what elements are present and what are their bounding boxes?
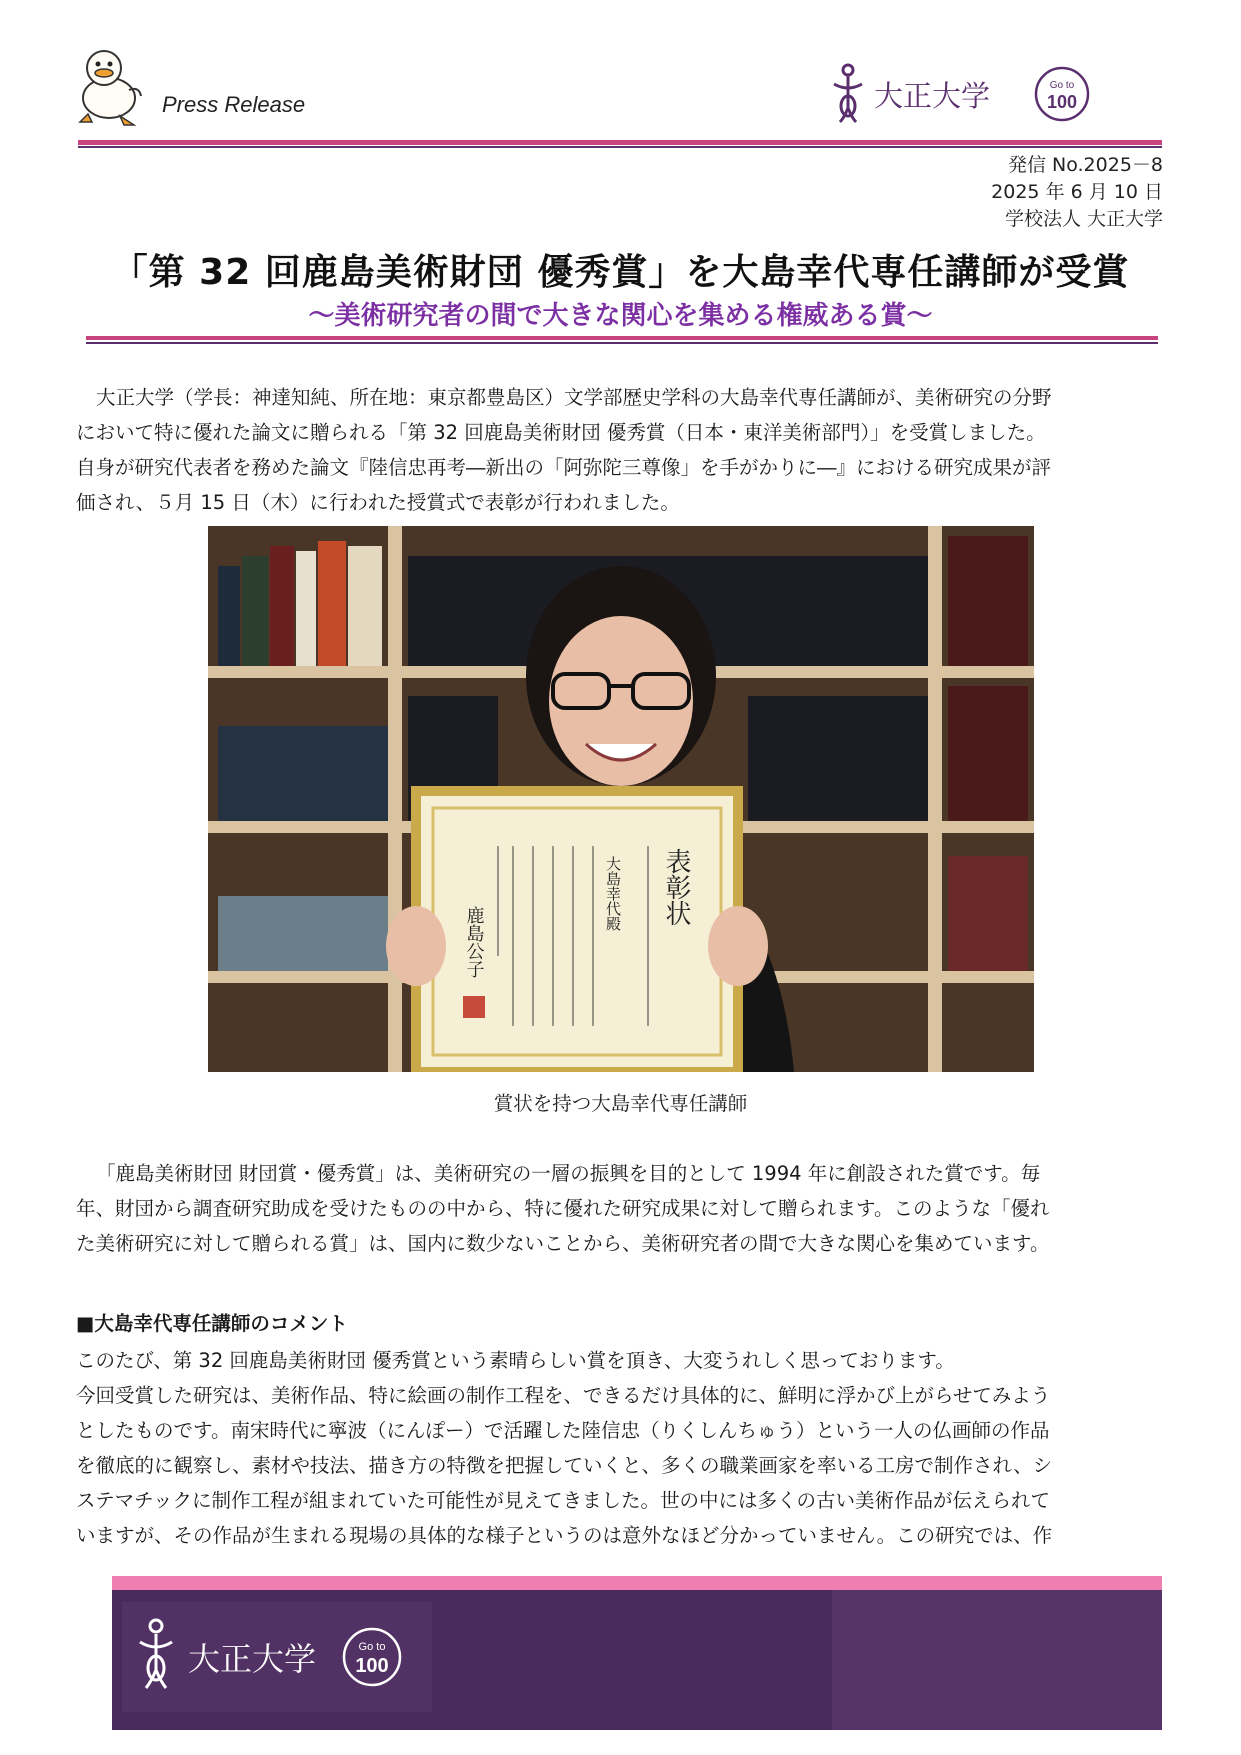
svg-text:100: 100 — [355, 1655, 389, 1677]
award-description-paragraph — [76, 1156, 1166, 1261]
comment-line: としたものです。南宋時代に寧波（にんぽー）で活躍した陸信忠（りくしんちゅう）という一人の仏画師の作品 — [76, 1419, 1050, 1442]
comment-line: 今回受賞した研究は、美術作品、特に絵画の制作工程を、できるだけ具体的に、鮮明に浮かび上がらせてみよう — [76, 1384, 1051, 1407]
comment-line: ステマチックに制作工程が組まれていた可能性が見えてきました。世の中には多くの古い美術作品が伝えられて — [76, 1489, 1051, 1512]
release-date: 2025 年 6 月 10 日 — [991, 181, 1163, 203]
goto100-badge-icon — [1036, 68, 1088, 120]
photo-caption: 賞状を持つ大島幸代専任講師 — [493, 1092, 748, 1115]
title-divider-thin — [86, 342, 1158, 344]
description-line: 「鹿島美術財団 財団賞・優秀賞」は、美術研究の一層の振興を目的として 1994 年に創設された賞です。毎 — [96, 1162, 1041, 1185]
title-divider — [86, 336, 1158, 340]
svg-text:大正大学: 大正大学 — [188, 1640, 317, 1678]
svg-text:表彰状: 表彰状 — [661, 848, 691, 926]
taisho-university-footer-logo — [132, 1612, 422, 1702]
svg-text:大正大学: 大正大学 — [874, 79, 991, 113]
intro-line: 価され、５月 15 日（木）に行われた授賞式で表彰が行われました。 — [76, 491, 680, 514]
footer-band — [112, 1590, 1162, 1730]
comment-line: を徹底的に観察し、素材や技法、描き方の特徴を把握していくと、多くの職業画家を率いる工房で制作され、シ — [76, 1454, 1053, 1477]
footer-stripe — [112, 1576, 1162, 1590]
header-divider-thin — [78, 146, 1162, 148]
comment-heading: ■大島幸代専任講師のコメント — [76, 1312, 348, 1335]
goto100-badge-icon — [344, 1629, 400, 1685]
comment-paragraph — [76, 1343, 1166, 1553]
description-line: 年、財団から調査研究助成を受けたものの中から、特に優れた研究成果に対して贈られます。このような「優れ — [76, 1197, 1050, 1220]
university-emblem-icon — [834, 65, 862, 122]
comment-line: このたび、第 32 回鹿島美術財団 優秀賞という素晴らしい賞を頂き、大変うれしく思っております。 — [76, 1349, 955, 1372]
duck-mascot-icon — [74, 44, 144, 126]
press-release-label: Press Release — [162, 92, 306, 117]
intro-paragraph — [76, 380, 1166, 520]
header-divider — [78, 140, 1162, 145]
svg-text:Go to: Go to — [358, 1641, 386, 1653]
issuer-organization: 学校法人 大正大学 — [1004, 208, 1163, 230]
svg-text:大島幸代殿: 大島幸代殿 — [604, 856, 622, 931]
svg-text:100: 100 — [1046, 92, 1078, 112]
svg-text:鹿島公子: 鹿島公子 — [463, 906, 485, 978]
page-title: 「第 32 回鹿島美術財団 優秀賞」を大島幸代専任講師が受賞 — [111, 252, 1130, 293]
award-photo — [208, 526, 1034, 1072]
description-line: た美術研究に対して贈られる賞」は、国内に数少ないことから、美術研究者の間で大きな関心を集めています。 — [76, 1232, 1050, 1255]
university-emblem-icon — [140, 1620, 172, 1688]
intro-line: 自身が研究代表者を務めた論文『陸信忠再考―新出の「阿弥陀三尊像」を手がかりに―』における研究成果が評 — [76, 456, 1052, 479]
intro-line: 大正大学（学長：神達知純、所在地：東京都豊島区）文学部歴史学科の大島幸代専任講師が、美術研究の分野 — [96, 386, 1052, 409]
issuer-info — [991, 152, 1163, 233]
award-certificate — [386, 791, 768, 1072]
comment-line: いますが、その作品が生まれる現場の具体的な様子というのは意外なほど分かっていません。この研究では、作 — [76, 1524, 1053, 1547]
intro-line: において特に優れた論文に贈られる「第 32 回鹿島美術財団 優秀賞（日本・東洋美術部門）」を受賞しました。 — [76, 421, 1046, 444]
taisho-university-logo — [830, 60, 1100, 130]
page-subtitle: ～美術研究者の間で大きな関心を集める権威ある賞～ — [308, 301, 933, 331]
release-number: 発信 No.2025－8 — [1007, 154, 1163, 176]
svg-text:Go to: Go to — [1049, 80, 1075, 91]
footer-panel-right — [832, 1590, 1162, 1730]
